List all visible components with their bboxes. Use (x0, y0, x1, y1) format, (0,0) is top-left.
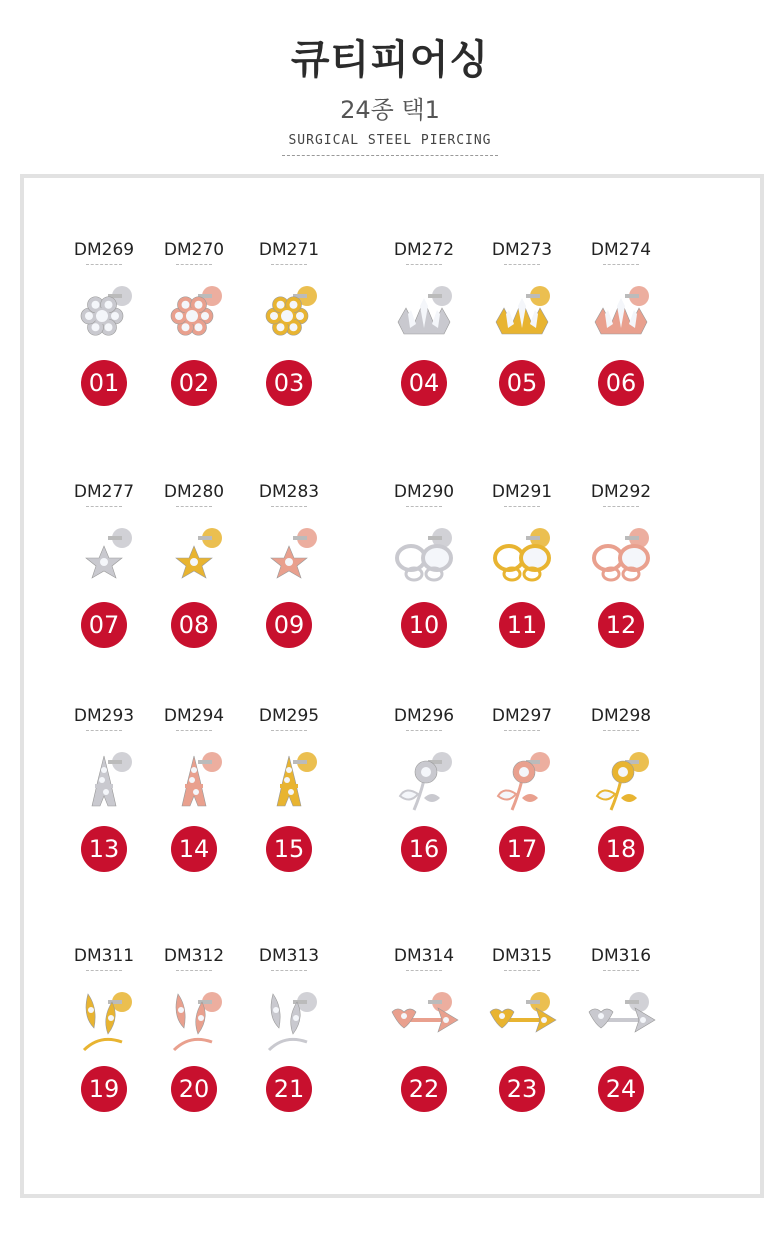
product-code: DM296 (393, 706, 455, 726)
product-photo[interactable] (154, 740, 234, 820)
code-underline (271, 970, 307, 971)
product-item[interactable] (144, 946, 244, 1146)
product-code: DM271 (258, 240, 320, 260)
star-icon (154, 516, 234, 596)
product-photo[interactable] (384, 516, 464, 596)
code-underline (406, 970, 442, 971)
page-subtitle: 24종 택1 (340, 96, 440, 124)
page-title: 큐티피어싱 (290, 37, 490, 83)
code-underline (504, 506, 540, 507)
product-item[interactable] (571, 706, 671, 906)
product-number-badge: 21 (266, 1066, 312, 1112)
product-photo[interactable] (64, 274, 144, 354)
product-item[interactable] (144, 482, 244, 682)
code-underline (176, 970, 212, 971)
product-number-badge: 09 (266, 602, 312, 648)
product-number-badge: 18 (598, 826, 644, 872)
product-code: DM283 (258, 482, 320, 502)
product-photo[interactable] (482, 980, 562, 1060)
code-underline (406, 730, 442, 731)
product-code: DM311 (73, 946, 135, 966)
code-underline (86, 730, 122, 731)
arrow-icon (581, 980, 661, 1060)
product-item[interactable] (54, 946, 154, 1146)
code-underline (603, 970, 639, 971)
product-item[interactable] (374, 706, 474, 906)
product-item[interactable] (239, 706, 339, 906)
product-number-badge: 05 (499, 360, 545, 406)
crown-icon (482, 274, 562, 354)
product-item[interactable] (472, 482, 572, 682)
product-code: DM269 (73, 240, 135, 260)
butterfly-icon (581, 516, 661, 596)
product-photo[interactable] (581, 274, 661, 354)
product-item[interactable] (239, 240, 339, 440)
product-number-badge: 04 (401, 360, 447, 406)
product-photo[interactable] (64, 980, 144, 1060)
product-code: DM294 (163, 706, 225, 726)
product-photo[interactable] (249, 274, 329, 354)
code-underline (603, 506, 639, 507)
product-code: DM292 (590, 482, 652, 502)
butterfly-icon (384, 516, 464, 596)
product-item[interactable] (374, 482, 474, 682)
product-photo[interactable] (581, 516, 661, 596)
product-number-badge: 16 (401, 826, 447, 872)
product-number-badge: 07 (81, 602, 127, 648)
product-code: DM313 (258, 946, 320, 966)
product-photo[interactable] (482, 740, 562, 820)
product-photo[interactable] (64, 516, 144, 596)
product-photo[interactable] (154, 980, 234, 1060)
product-grid (20, 174, 764, 1198)
leaf-icon (249, 980, 329, 1060)
code-underline (86, 264, 122, 265)
product-code: DM298 (590, 706, 652, 726)
code-underline (271, 730, 307, 731)
product-item[interactable] (472, 706, 572, 906)
product-code: DM315 (491, 946, 553, 966)
product-code: DM293 (73, 706, 135, 726)
product-photo[interactable] (482, 274, 562, 354)
product-item[interactable] (374, 946, 474, 1146)
code-underline (176, 730, 212, 731)
butterfly-icon (482, 516, 562, 596)
product-number-badge: 03 (266, 360, 312, 406)
product-code: DM273 (491, 240, 553, 260)
product-code: DM316 (590, 946, 652, 966)
code-underline (271, 264, 307, 265)
product-photo[interactable] (154, 516, 234, 596)
product-photo[interactable] (249, 516, 329, 596)
leaf-icon (154, 980, 234, 1060)
product-photo[interactable] (581, 980, 661, 1060)
product-photo[interactable] (249, 980, 329, 1060)
code-underline (86, 506, 122, 507)
star-icon (249, 516, 329, 596)
product-number-badge: 20 (171, 1066, 217, 1112)
product-number-badge: 23 (499, 1066, 545, 1112)
product-number-badge: 10 (401, 602, 447, 648)
product-photo[interactable] (384, 740, 464, 820)
product-photo[interactable] (64, 740, 144, 820)
product-number-badge: 22 (401, 1066, 447, 1112)
product-number-badge: 02 (171, 360, 217, 406)
tower-icon (154, 740, 234, 820)
product-item[interactable] (54, 240, 154, 440)
product-item[interactable] (144, 240, 244, 440)
code-underline (406, 506, 442, 507)
tagline-divider (282, 155, 498, 156)
product-photo[interactable] (581, 740, 661, 820)
product-number-badge: 17 (499, 826, 545, 872)
crown-icon (581, 274, 661, 354)
code-underline (176, 264, 212, 265)
flower-icon (64, 274, 144, 354)
product-item[interactable] (571, 946, 671, 1146)
tulip-icon (482, 740, 562, 820)
page-header (0, 0, 780, 170)
product-code: DM312 (163, 946, 225, 966)
tower-icon (249, 740, 329, 820)
page-tagline: SURGICAL STEEL PIERCING (288, 133, 492, 148)
crown-icon (384, 274, 464, 354)
product-number-badge: 08 (171, 602, 217, 648)
product-code: DM295 (258, 706, 320, 726)
product-item[interactable] (472, 946, 572, 1146)
product-number-badge: 19 (81, 1066, 127, 1112)
product-number-badge: 01 (81, 360, 127, 406)
product-item[interactable] (571, 240, 671, 440)
product-item[interactable] (571, 482, 671, 682)
product-code: DM314 (393, 946, 455, 966)
product-code: DM277 (73, 482, 135, 502)
product-item[interactable] (239, 482, 339, 682)
product-photo[interactable] (384, 274, 464, 354)
arrow-icon (384, 980, 464, 1060)
tulip-icon (581, 740, 661, 820)
arrow-icon (482, 980, 562, 1060)
tulip-icon (384, 740, 464, 820)
flower-icon (249, 274, 329, 354)
product-code: DM280 (163, 482, 225, 502)
code-underline (86, 970, 122, 971)
flower-icon (154, 274, 234, 354)
code-underline (603, 264, 639, 265)
code-underline (603, 730, 639, 731)
product-item[interactable] (239, 946, 339, 1146)
product-item[interactable] (144, 706, 244, 906)
star-icon (64, 516, 144, 596)
product-photo[interactable] (384, 980, 464, 1060)
product-item[interactable] (472, 240, 572, 440)
product-code: DM297 (491, 706, 553, 726)
product-number-badge: 15 (266, 826, 312, 872)
product-photo[interactable] (249, 740, 329, 820)
code-underline (176, 506, 212, 507)
product-number-badge: 24 (598, 1066, 644, 1112)
product-number-badge: 14 (171, 826, 217, 872)
code-underline (504, 730, 540, 731)
product-code: DM274 (590, 240, 652, 260)
product-photo[interactable] (482, 516, 562, 596)
tower-icon (64, 740, 144, 820)
product-item[interactable] (374, 240, 474, 440)
product-number-badge: 11 (499, 602, 545, 648)
code-underline (504, 970, 540, 971)
product-code: DM290 (393, 482, 455, 502)
product-code: DM272 (393, 240, 455, 260)
product-item[interactable] (54, 482, 154, 682)
code-underline (504, 264, 540, 265)
product-photo[interactable] (154, 274, 234, 354)
product-number-badge: 06 (598, 360, 644, 406)
product-code: DM291 (491, 482, 553, 502)
code-underline (406, 264, 442, 265)
product-number-badge: 12 (598, 602, 644, 648)
leaf-icon (64, 980, 144, 1060)
code-underline (271, 506, 307, 507)
product-item[interactable] (54, 706, 154, 906)
product-code: DM270 (163, 240, 225, 260)
product-number-badge: 13 (81, 826, 127, 872)
